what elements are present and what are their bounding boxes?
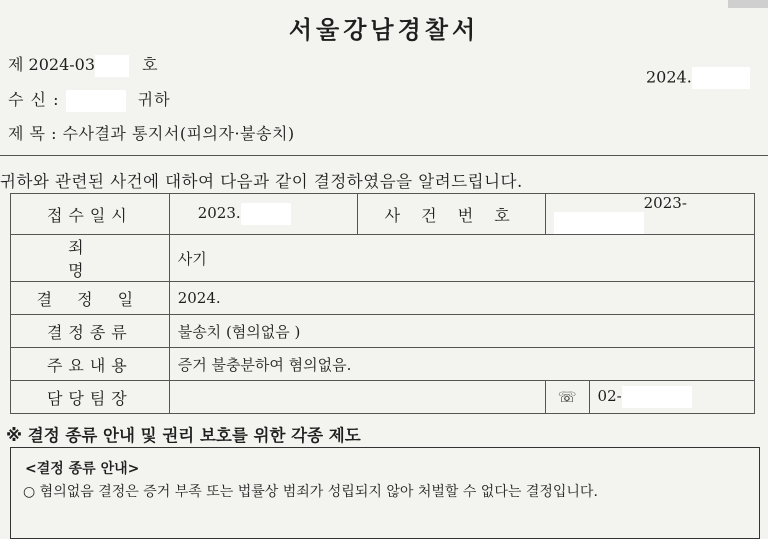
issue-date-value: 2024. (646, 67, 692, 87)
case-number-value: 2023- (643, 194, 687, 212)
redacted-block (692, 67, 750, 89)
recipient-label: 수 신 : (8, 90, 60, 109)
phone-cell (589, 381, 754, 414)
table-row (11, 381, 755, 414)
case-number-label: 사 건 번 호 (357, 194, 545, 235)
summary-label: 주요내용 (11, 348, 170, 381)
phone-symbol: ☏ (557, 388, 577, 406)
divider (0, 155, 768, 156)
decision-type-label: 결정종류 (11, 315, 170, 348)
box-heading: <결정 종류 안내> (25, 461, 140, 477)
subject-line: 제 목 : 수사결과 통지서(피의자·불송치) (8, 124, 295, 143)
section-title: ※ 결정 종류 안내 및 권리 보호를 위한 각종 제도 (6, 426, 361, 445)
phone-value: 02- (597, 387, 622, 405)
doc-number-suffix: 호 (142, 55, 158, 74)
recipient-line (8, 87, 171, 112)
table-row (11, 282, 755, 315)
redacted-block (66, 90, 126, 112)
redacted-block (95, 55, 129, 77)
box-item: ○ 혐의없음 결정은 증거 부족 또는 법률상 범죄가 성립되지 않아 처벌할 수 없다는 결정입니다. (23, 484, 598, 500)
scan-artifact (728, 0, 768, 8)
recipient-suffix: 귀하 (137, 90, 171, 109)
decision-type-value: 불송치 (혐의없음 ) (169, 315, 754, 348)
police-station-title: 서울강남경찰서 (288, 16, 480, 44)
summary-value: 증거 불충분하여 혐의없음. (169, 348, 754, 381)
document-number (8, 52, 158, 77)
table-row (11, 194, 755, 235)
table-row (11, 348, 755, 381)
receipt-date-cell (169, 194, 357, 235)
decision-date-value: 2024. (169, 282, 754, 315)
case-number-cell (545, 194, 754, 235)
redacted-block (622, 386, 692, 408)
redacted-block (554, 212, 644, 234)
crime-label: 죄 명 (11, 235, 170, 282)
doc-number-prefix: 제 2024-03 (8, 55, 96, 74)
table-row (11, 315, 755, 348)
decision-date-label: 결 정 일 (11, 282, 170, 315)
officer-value (169, 381, 545, 414)
issue-date (646, 67, 750, 89)
decision-guide-box (10, 447, 760, 539)
table-row (11, 235, 755, 282)
receipt-date-label: 접수일시 (11, 194, 170, 235)
notice-text: 귀하와 관련된 사건에 대하여 다음과 같이 결정하였음을 알려드립니다. (0, 172, 523, 191)
crime-value: 사기 (169, 235, 754, 282)
redacted-block (241, 203, 291, 225)
phone-icon (545, 381, 589, 414)
case-info-table (10, 193, 755, 414)
officer-label: 담당팀장 (11, 381, 170, 414)
receipt-date-value: 2023. (197, 204, 241, 222)
